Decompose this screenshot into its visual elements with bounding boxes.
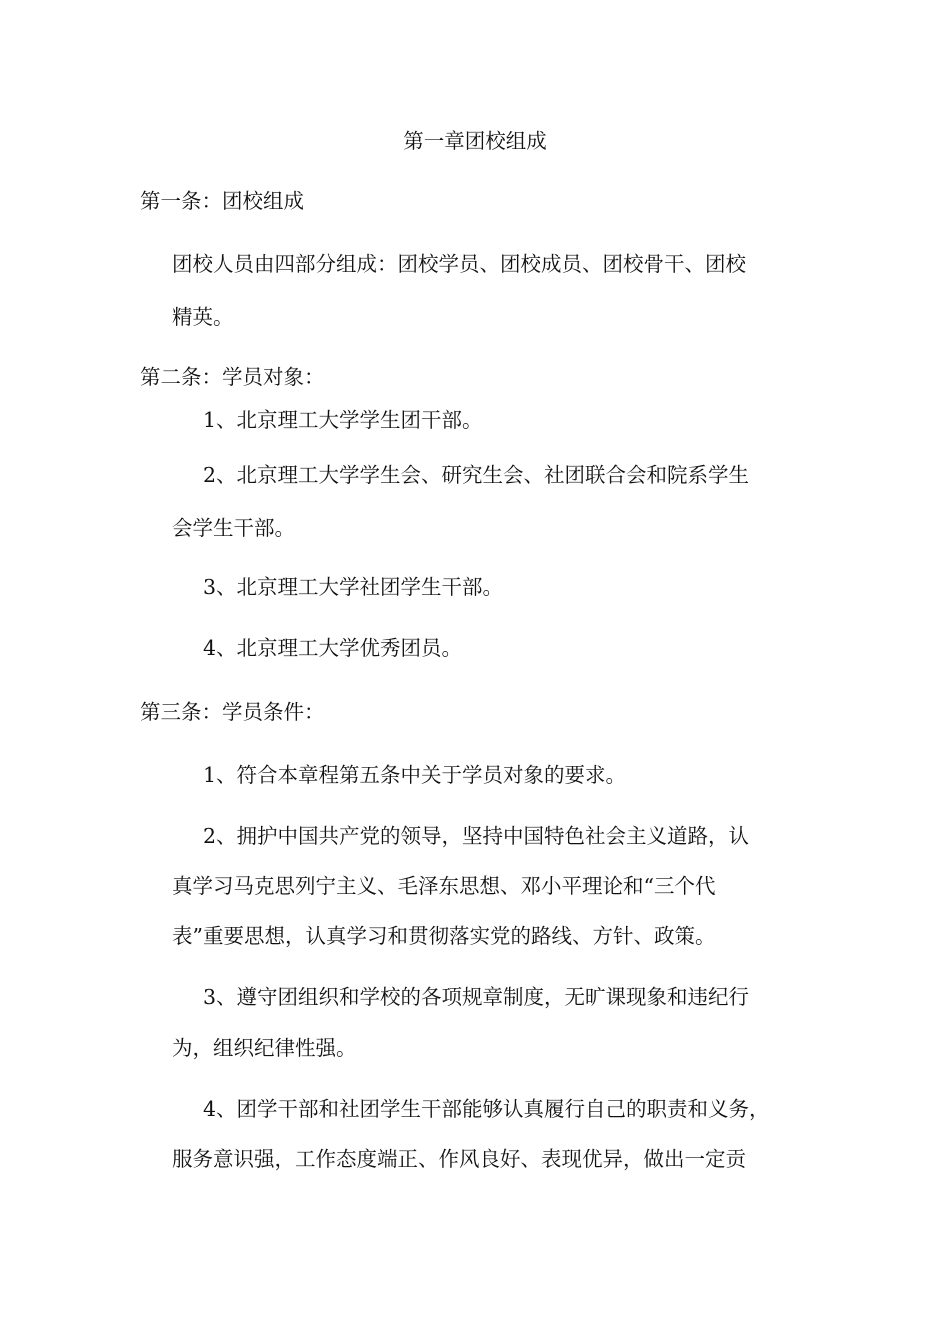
- article-3-heading: 第三条：学员条件：: [140, 700, 325, 724]
- article-2-item-3: 3、北京理工大学社团学生干部。: [203, 575, 504, 599]
- article-3-item-3: 3、遵守团组织和学校的各项规章制度，无旷课现象和违纪行: [203, 985, 750, 1009]
- article-2-item-1: 1、北京理工大学学生团干部。: [203, 408, 483, 432]
- article-2-item-2: 2、北京理工大学学生会、研究生会、社团联合会和院系学生: [203, 463, 750, 487]
- article-1-heading: 第一条：团校组成: [140, 189, 304, 213]
- article-3-item-1: 1、符合本章程第五条中关于学员对象的要求。: [203, 763, 627, 787]
- chapter-title: 第一章团校组成: [403, 129, 547, 153]
- article-1-body-line: 精英。: [172, 305, 234, 329]
- article-3-item-2: 2、拥护中国共产党的领导，坚持中国特色社会主义道路，认: [203, 824, 750, 848]
- article-3-item-4: 4、团学干部和社团学生干部能够认真履行自己的职责和义务，: [203, 1097, 770, 1121]
- article-3-item-2-cont: 表”重要思想，认真学习和贯彻落实党的路线、方针、政策。: [172, 924, 716, 948]
- article-2-heading: 第二条：学员对象：: [140, 365, 325, 389]
- article-2-item-4: 4、北京理工大学优秀团员。: [203, 636, 463, 660]
- article-2-item-2-cont: 会学生干部。: [172, 516, 295, 540]
- article-3-item-2-cont: 真学习马克思列宁主义、毛泽东思想、邓小平理论和“三个代: [172, 874, 716, 898]
- article-3-item-3-cont: 为，组织纪律性强。: [172, 1036, 357, 1060]
- article-1-body-line: 团校人员由四部分组成：团校学员、团校成员、团校骨干、团校: [172, 252, 746, 276]
- article-3-item-4-cont: 服务意识强，工作态度端正、作风良好、表现优异，做出一定贡: [172, 1147, 746, 1171]
